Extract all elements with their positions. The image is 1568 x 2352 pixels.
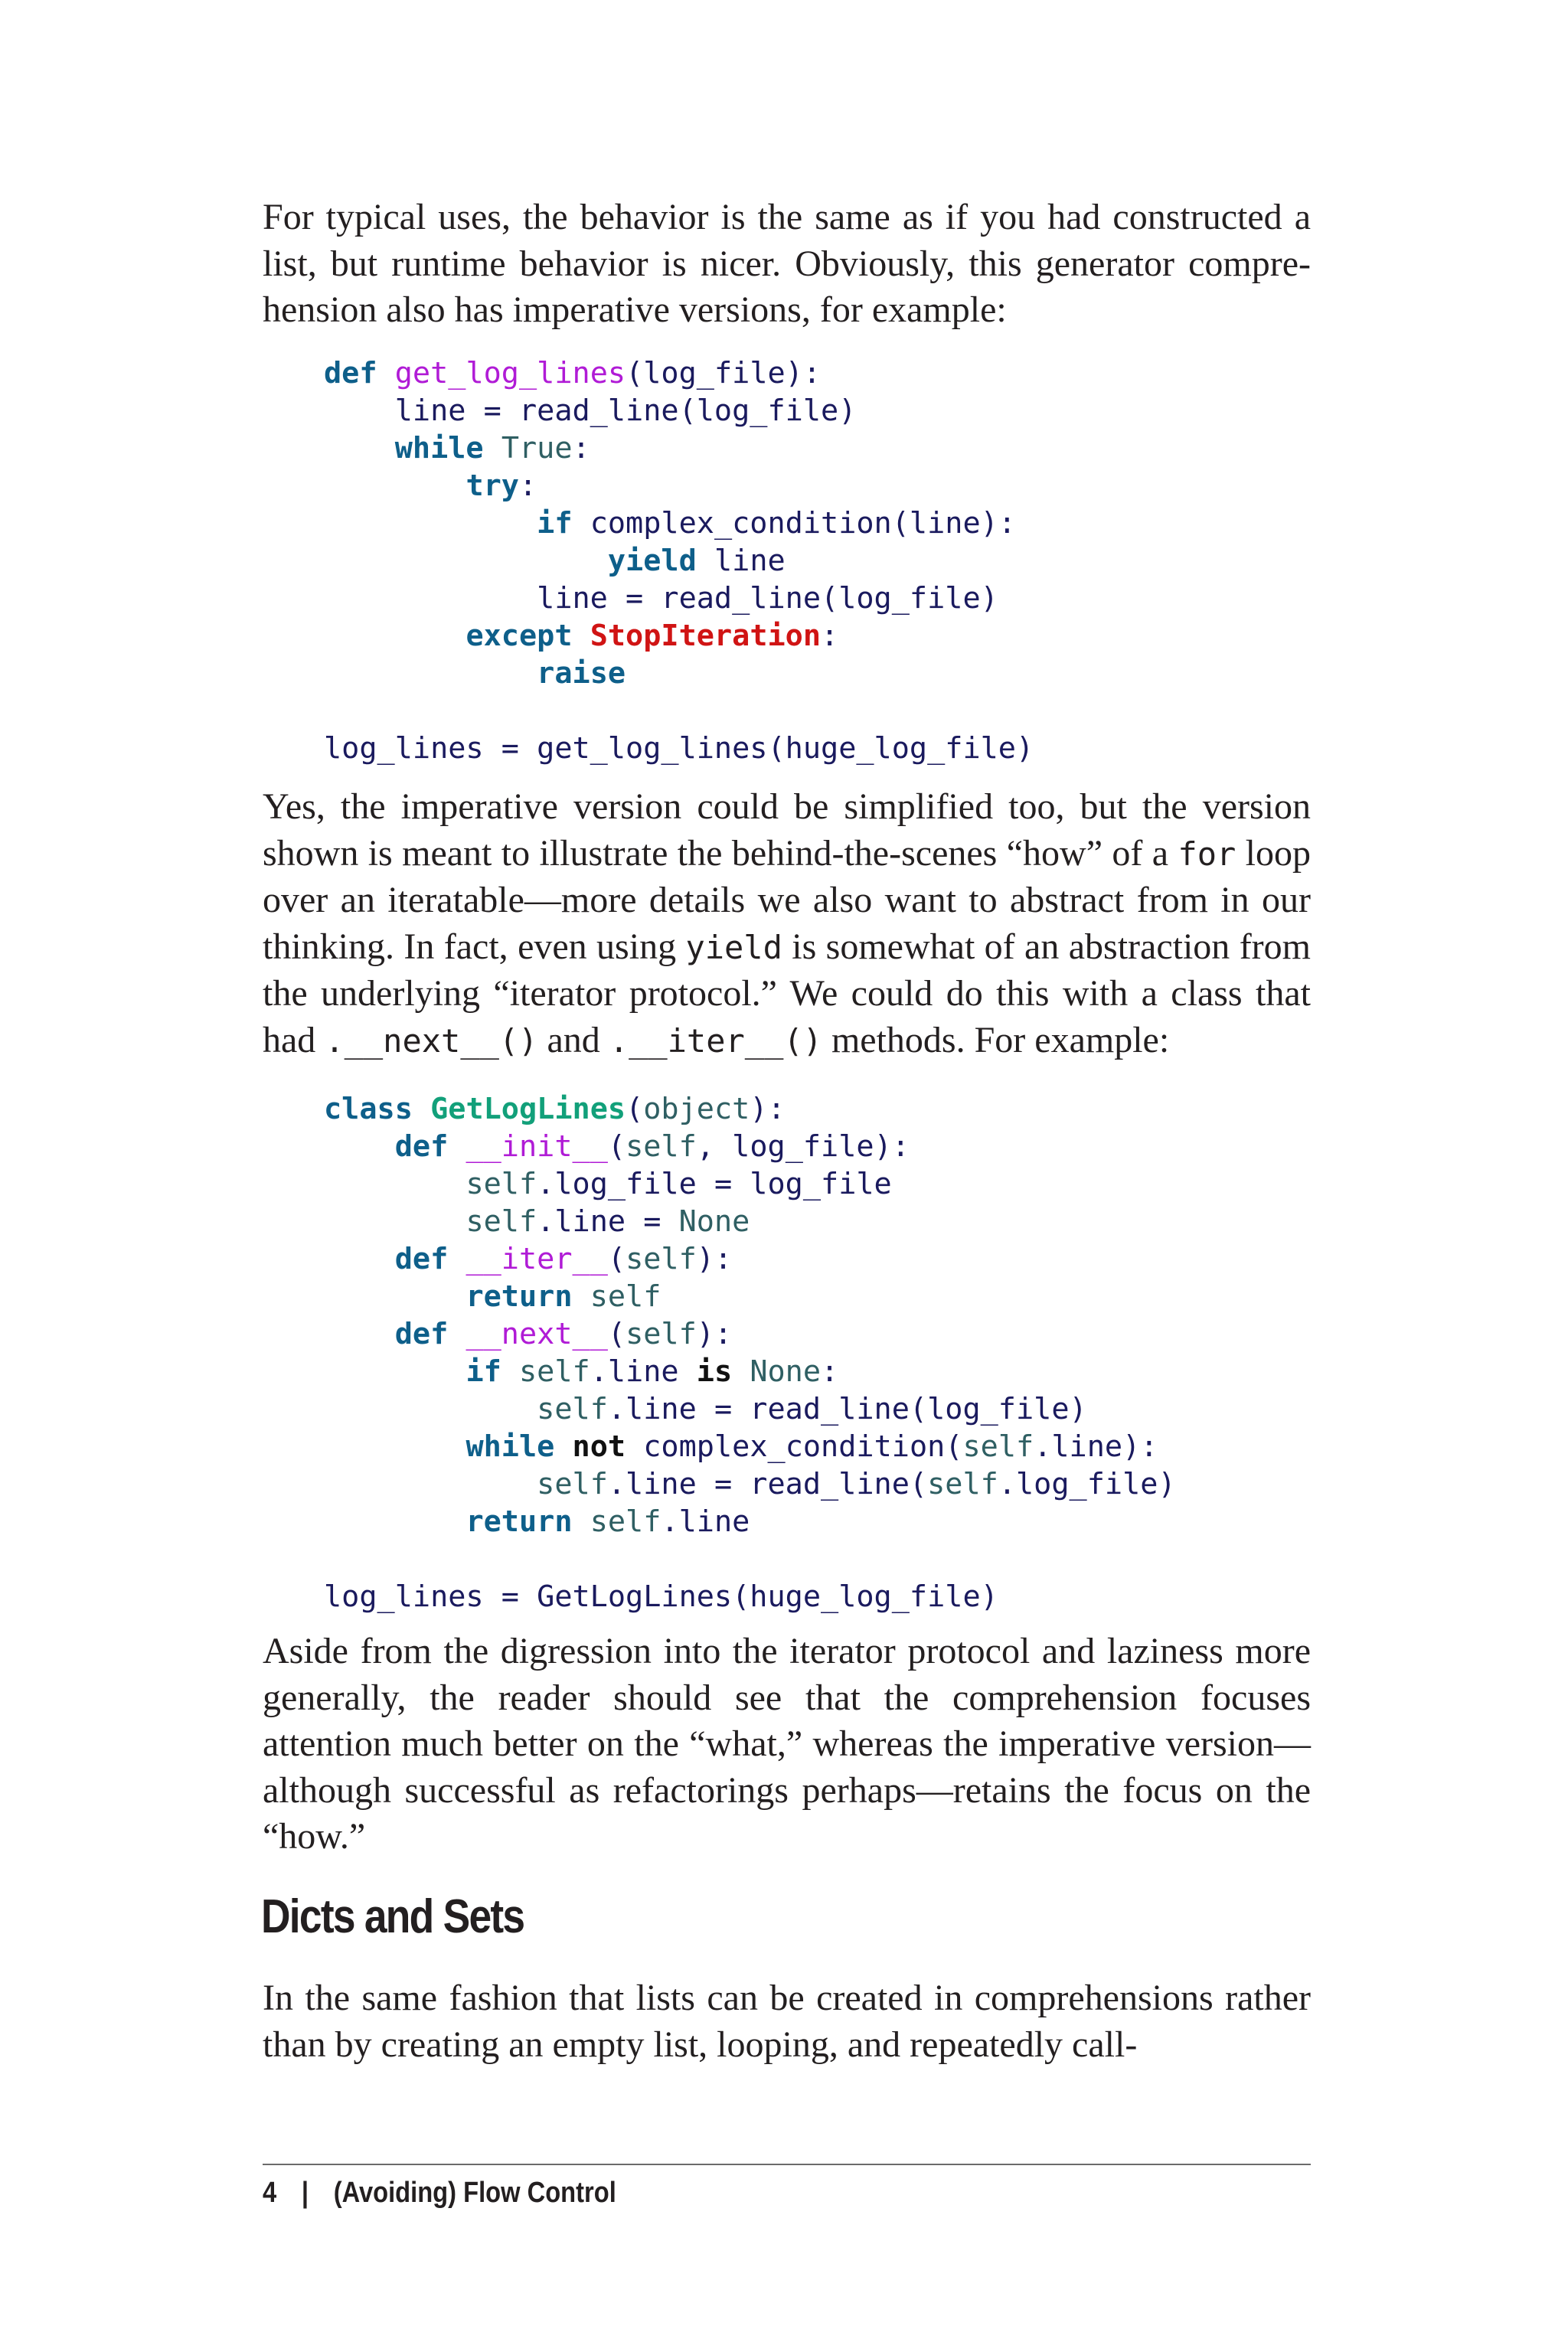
section-heading: Dicts and Sets [261,1890,524,1943]
code-token [501,1354,519,1389]
code-line [324,1090,1176,1128]
code-token [377,356,395,390]
code-token: GetLogLines [430,1092,626,1126]
code-line [324,580,1034,617]
code-token: return [466,1504,573,1539]
code-token: .log_file) [998,1467,1176,1501]
code-line [324,730,1034,767]
code-token: ( [607,1242,626,1276]
code-token: is [696,1354,733,1389]
paragraph-imperative-version [263,784,1311,1064]
code-token [554,1429,572,1464]
code-token: self [590,1279,662,1314]
code-token: : [821,1354,839,1389]
code-token [732,1354,750,1389]
code-line [324,1503,1176,1540]
code-token: self [518,1354,590,1389]
code-token: def [324,356,377,390]
page-footer [263,2177,616,2210]
code-line [324,692,1034,730]
inline-code-iter: .__iter__() [609,1021,822,1060]
code-token [448,1242,466,1276]
code-token: while [394,431,484,466]
running-chapter-title: (Avoiding) Flow Control [333,2177,616,2209]
code-token [324,1167,466,1201]
code-block-generator-function [324,354,1034,767]
code-line [324,1465,1176,1503]
code-token: self [626,1242,697,1276]
code-token: if [466,1354,501,1389]
code-token: self [466,1204,537,1239]
code-token [324,1429,466,1464]
code-token [324,431,395,466]
code-token: .line = [537,1204,679,1239]
footer-divider [263,2164,1311,2165]
code-token: __init__ [466,1129,608,1164]
code-token: try [466,469,519,503]
code-token [324,1504,466,1539]
code-token [324,1204,466,1239]
code-line [324,655,1034,692]
code-line [324,1578,1176,1615]
code-token [573,1504,590,1539]
code-token: __next__ [466,1317,608,1351]
code-token [324,1129,395,1164]
inline-code-for: for [1178,835,1236,873]
paragraph-intro: For typical uses, the behavior is the same as if you had constructed a list, but runtime behavior is nicer. Obviously, this generator comprehension also has imperative versions, for example: [263,197,1311,330]
code-token: self [962,1429,1034,1464]
code-token: StopIteration [590,619,822,653]
code-token: None [750,1354,822,1389]
code-token: except [466,619,573,653]
code-token: line = read_line(log_file) [324,581,998,616]
code-token: object [643,1092,750,1126]
code-token: __iter__ [466,1242,608,1276]
code-line [324,1428,1176,1465]
code-line [324,354,1034,392]
code-token: ( [626,1092,644,1126]
code-line [324,1240,1176,1278]
code-token: not [572,1429,626,1464]
inline-code-yield: yield [685,928,782,966]
code-token: log_lines = GetLogLines(huge_log_file) [324,1579,998,1614]
code-token: .line = read_line( [607,1467,928,1501]
code-token: def [394,1317,449,1351]
code-token [448,1317,466,1351]
inline-code-next: .__next__() [325,1021,538,1060]
page-number: 4 [263,2177,277,2209]
code-token [448,1129,466,1164]
paragraph-dicts-and-sets: In the same fashion that lists can be created in comprehensions rather than by creating an empty list, looping, and repeatedly call- [263,1978,1311,2065]
code-token: ): [696,1317,733,1351]
code-token: complex_condition(line): [572,506,1016,541]
code-token: raise [537,656,626,691]
code-token: class [324,1092,413,1126]
code-block-iterator-class [324,1090,1176,1615]
code-line [324,1165,1176,1203]
code-token [324,1354,466,1389]
footer-separator: | [301,2177,309,2209]
paragraph-text: methods. For example: [822,1019,1170,1060]
code-token: line = read_line(log_file) [324,394,857,428]
code-token [324,1392,537,1426]
paragraph-comprehension-focus: Aside from the digression into the iterator protocol and laziness more generally, the reader should see that the comprehension focuses attention much better on the “what,” whereas the imperative version—although successful as refactorings perhaps—retains the focus on the “how.” [263,1631,1311,1857]
code-token: : [821,619,839,653]
code-token: self [626,1129,697,1164]
code-token [324,1279,466,1314]
code-line [324,505,1034,542]
code-token: .line): [1034,1429,1158,1464]
code-line [324,1390,1176,1428]
code-line [324,1315,1176,1353]
code-token [573,619,590,653]
code-token [324,1467,537,1501]
code-line [324,1353,1176,1390]
code-token [324,1317,395,1351]
code-token: None [678,1204,750,1239]
code-token [324,619,466,653]
code-token [324,544,608,578]
code-line [324,467,1034,505]
code-token [324,506,537,541]
code-token: self [590,1504,662,1539]
code-line [324,1278,1176,1315]
code-line [324,430,1034,467]
code-token [324,1242,395,1276]
code-token: , log_file): [696,1129,910,1164]
code-token: .line = read_line(log_file) [607,1392,1087,1426]
code-token: (log_file): [626,356,822,390]
code-line [324,1128,1176,1165]
paragraph-text: is somewhat of an abstraction from the underlying “iterator protocol.” We could do this with a class that had [263,926,1311,1060]
code-line [324,617,1034,655]
code-token: ): [696,1242,733,1276]
code-token: self [626,1317,697,1351]
code-token: .log_file = log_file [537,1167,892,1201]
code-token: ( [607,1317,626,1351]
code-token: def [394,1242,449,1276]
code-token: True [501,431,573,466]
code-token: def [394,1129,449,1164]
code-token [484,431,501,466]
code-token: line [696,544,786,578]
code-token [324,469,466,503]
code-line [324,1203,1176,1240]
code-token: while [466,1429,555,1464]
code-token: if [537,506,573,541]
paragraph-text: Yes, the imperative version could be simplified too, but the version shown is meant to illustrate the behind-the-scenes “how” of a [263,786,1311,874]
code-line [324,542,1034,580]
code-token: self [927,1467,998,1501]
code-token: .line [661,1504,750,1539]
code-token: : [518,469,537,503]
code-token: self [466,1167,537,1201]
code-token: get_log_lines [394,356,626,390]
code-token [324,656,537,691]
code-token: ): [750,1092,786,1126]
code-token: : [572,431,590,466]
code-token: complex_condition( [626,1429,963,1464]
code-token [413,1092,430,1126]
code-token [573,1279,590,1314]
code-token: return [466,1279,573,1314]
code-token: self [537,1467,608,1501]
code-token: yield [607,544,697,578]
code-token: self [537,1392,608,1426]
code-token: ( [607,1129,626,1164]
code-token: .line [590,1354,697,1389]
paragraph-text: and [537,1019,609,1060]
paragraph-text: loop over an iteratable—more details we also want to abstract from in our thinking. In fact, even using [263,832,1311,967]
code-line [324,392,1034,430]
code-line [324,1540,1176,1578]
code-token: log_lines = get_log_lines(huge_log_file) [324,731,1034,766]
